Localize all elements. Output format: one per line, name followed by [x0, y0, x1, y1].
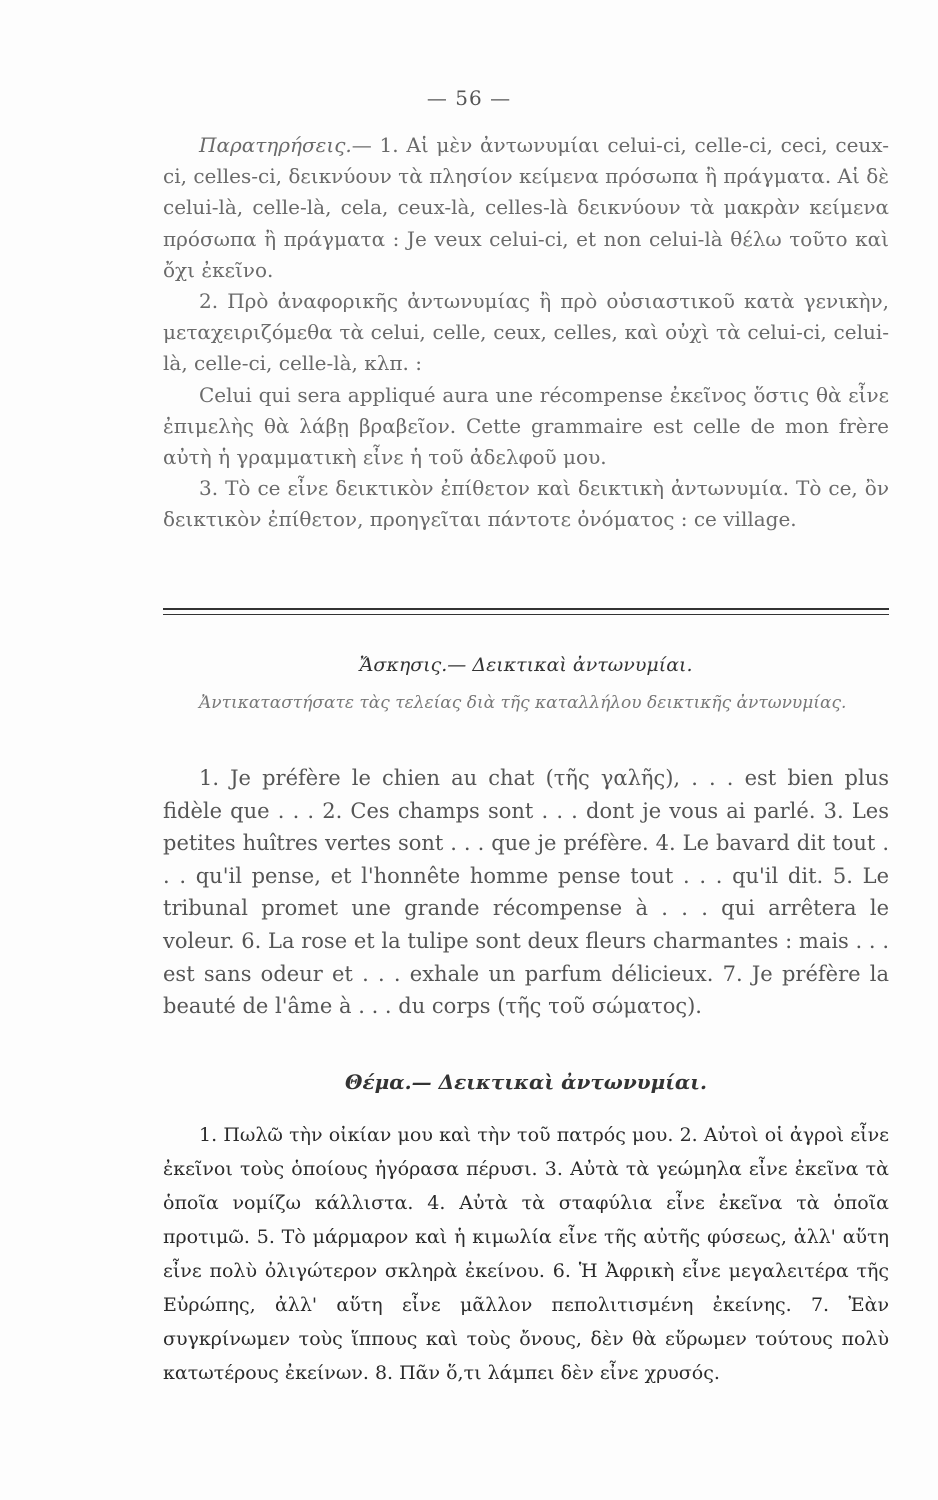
theme-heading: Θέμα.— Δεικτικαὶ ἀντωνυμίαι.	[345, 1070, 707, 1094]
remarks-label: Παρατηρήσεις.	[199, 133, 352, 157]
page-number: — 56 —	[426, 86, 512, 110]
remarks-text-1: — 1. Αἱ μὲν ἀντωνυμίαι celui-ci, celle-ci, ceci, ceux-ci, celles-ci, δεικνύουν τὰ πλησίον κείμενα πρόσωπα ἢ πράγματα. Αἱ δὲ celui-là, celle-là, cela, ceux-là, celles-là δεικνύουν τὰ μακρὰν κείμενα πρόσωπα ἢ πράγματα : Je veux celui-ci, et non celui-là θέλω τοῦτο καὶ ὄχι ἐκεῖνο.	[163, 133, 889, 282]
divider-rule-bottom	[163, 614, 889, 615]
divider-rule-top	[163, 608, 889, 610]
exercise-heading: Ἄσκησις.— Δεικτικαὶ ἀντωνυμίαι.	[359, 654, 693, 676]
theme-section	[163, 1118, 889, 1390]
remarks-paragraph-3: Celui qui sera appliqué aura une récompense ἐκεῖνος ὅστις θὰ εἶνε ἐπιμελὴς θὰ λάβῃ βραβεῖον. Cette grammaire est celle de mon frère αὐτὴ ἡ γραμματικὴ εἶνε ἡ τοῦ ἀδελφοῦ μου.	[163, 382, 889, 470]
exercise-text: 1. Je préfère le chien au chat (τῆς γαλῆς), . . . est bien plus fidèle que . . . 2. Ces champs sont . . . dont je vous ai parlé. 3. Les petites huîtres vertes sont . . . que je préfère. 4. Le bavard dit tout . . . qu'il pense, et l'honnête homme pense tout . . . qu'il dit. 5. Le tribunal promet une grande récompense à . . . qui arrêtera le voleur. 6. La rose et la tulipe sont deux fleurs charmantes : mais . . . est sans odeur et . . . exhale un parfum délicieux. 7. Je préfère la beauté de l'âme à . . . du corps (τῆς τοῦ σώματος).	[163, 766, 889, 1019]
remarks-paragraph-2: 2. Πρὸ ἀναφορικῆς ἀντωνυμίας ἢ πρὸ οὐσιαστικοῦ κατὰ γενικὴν, μεταχειριζόμεθα τὰ celui, celle, ceux, celles, καὶ οὐχὶ τὰ celui-ci, celui-là, celle-ci, celle-là, κλπ. :	[163, 289, 889, 376]
remarks-section	[163, 130, 889, 536]
remarks-paragraph-1	[163, 130, 889, 286]
theme-text: 1. Πωλῶ τὴν οἰκίαν μου καὶ τὴν τοῦ πατρός μου. 2. Αὐτοὶ οἱ ἀγροὶ εἶνε ἐκεῖνοι τοὺς ὁποίους ἠγόρασα πέρυσι. 3. Αὐτὰ τὰ γεώμηλα εἶνε ἐκεῖνα τὰ ὁποῖα νομίζω κάλλιστα. 4. Αὐτὰ τὰ σταφύλια εἶνε ἐκεῖνα τὰ ὁποῖα προτιμῶ. 5. Τὸ μάρμαρον καὶ ἡ κιμωλία εἶνε τῆς αὐτῆς φύσεως, ἀλλ' αὕτη εἶνε πολὺ ὀλιγώτερον σκληρὰ ἐκείνου. 6. Ἡ Ἀφρικὴ εἶνε μεγαλειτέρα τῆς Εὐρώπης, ἀλλ' αὕτη εἶνε μᾶλλον πεπολιτισμένη ἐκείνης. 7. Ἐὰν συγκρίνωμεν τοὺς ἵππους καὶ τοὺς ὄνους, δὲν θὰ εὕρωμεν τούτους πολὺ κατωτέρους ἐκείνων. 8. Πᾶν ὅ,τι λάμπει δὲν εἶνε χρυσός.	[163, 1124, 889, 1384]
exercise-instruction: Ἀντικαταστήσατε τὰς τελείας διὰ τῆς καταλλήλου δεικτικῆς ἀντωνυμίας.	[199, 693, 847, 713]
exercise-section	[163, 762, 889, 1023]
remarks-paragraph-4: 3. Τὸ ce εἶνε δεικτικὸν ἐπίθετον καὶ δεικτικὴ ἀντωνυμία. Τὸ ce, ὂν δεικτικὸν ἐπίθετον, προηγεῖται πάντοτε ὀνόματος : ce village.	[163, 476, 889, 532]
